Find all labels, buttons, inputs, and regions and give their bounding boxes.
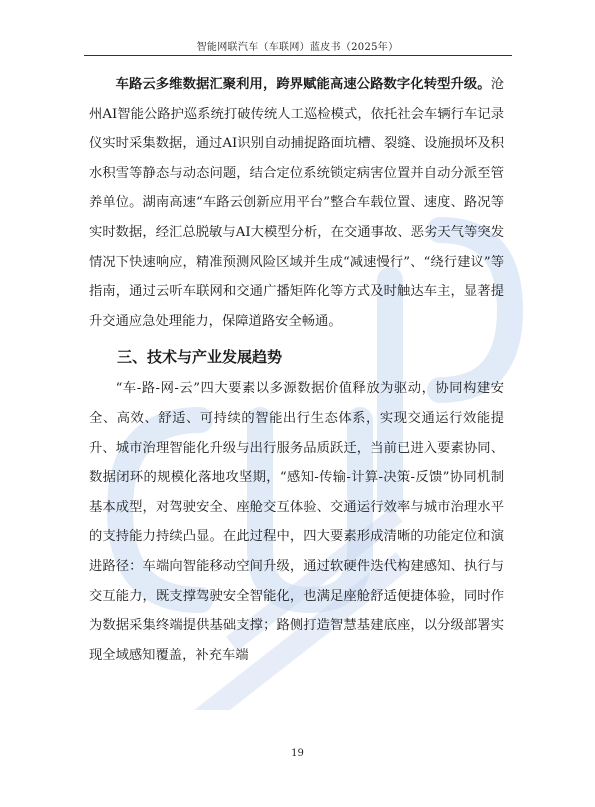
paragraph-body: 沧州AI智能公路护巡系统打破传统人工巡检模式，依托社会车辆行车记录仪实时采集数据，通过AI识别自动捕捉路面坑槽、裂缝、设施损坏及积水积雪等静态与动态问题，结合定位系统锁定病害位置并自动分派至管养单位。湖南高速“车路云创新应用平台”整合车载位置、速度、路况等实时数据，经汇总脱敏与AI大模型分析，在交通事故、恶劣天气等突发情况下快速响应，精准预测风险区域并生成“减速慢行”、“绕行建议”等指南，通过云听车联网和交通广播矩阵化等方式及时触达车主，显著提升交通应急处理能力，保障道路安全畅通。 (89, 77, 504, 329)
paragraph-2: “车-路-网-云”四大要素以多源数据价值释放为驱动，协同构建安全、高效、舒适、可持续的智能出行生态体系，实现交通运行效能提升、城市治理智能化升级与出行服务品质跃迁，当前已进入要素协同、数据闭环的规模化落地攻坚期，“感知-传输-计算-决策-反馈”协同机制基本成型，对驾驶安全、座舱交互体验、交通运行效率与城市治理水平的支持能力持续凸显。在此过程中，四大要素形成清晰的功能定位和演进路径：车端向智能移动空间升级，通过软硬件迭代构建感知、执行与交互能力，既支撑驾驶安全智能化，也满足座舱舒适便捷体验，同时作为数据采集终端提供基础支撑；路侧打造智慧基建底座，以分级部署实现全域感知覆盖，补充车端 (89, 381, 504, 663)
header-rule (84, 55, 512, 56)
page-number: 19 (291, 748, 304, 759)
body-content (89, 70, 504, 670)
section-heading: 三、技术与产业发展趋势 (117, 348, 283, 367)
paragraph-1 (89, 70, 504, 336)
running-header: 智能网联汽车（车联网）蓝皮书（2025年） (196, 42, 399, 53)
paragraph-lead: 车路云多维数据汇聚利用，跨界赋能高速公路数字化转型升级。 (115, 77, 491, 92)
